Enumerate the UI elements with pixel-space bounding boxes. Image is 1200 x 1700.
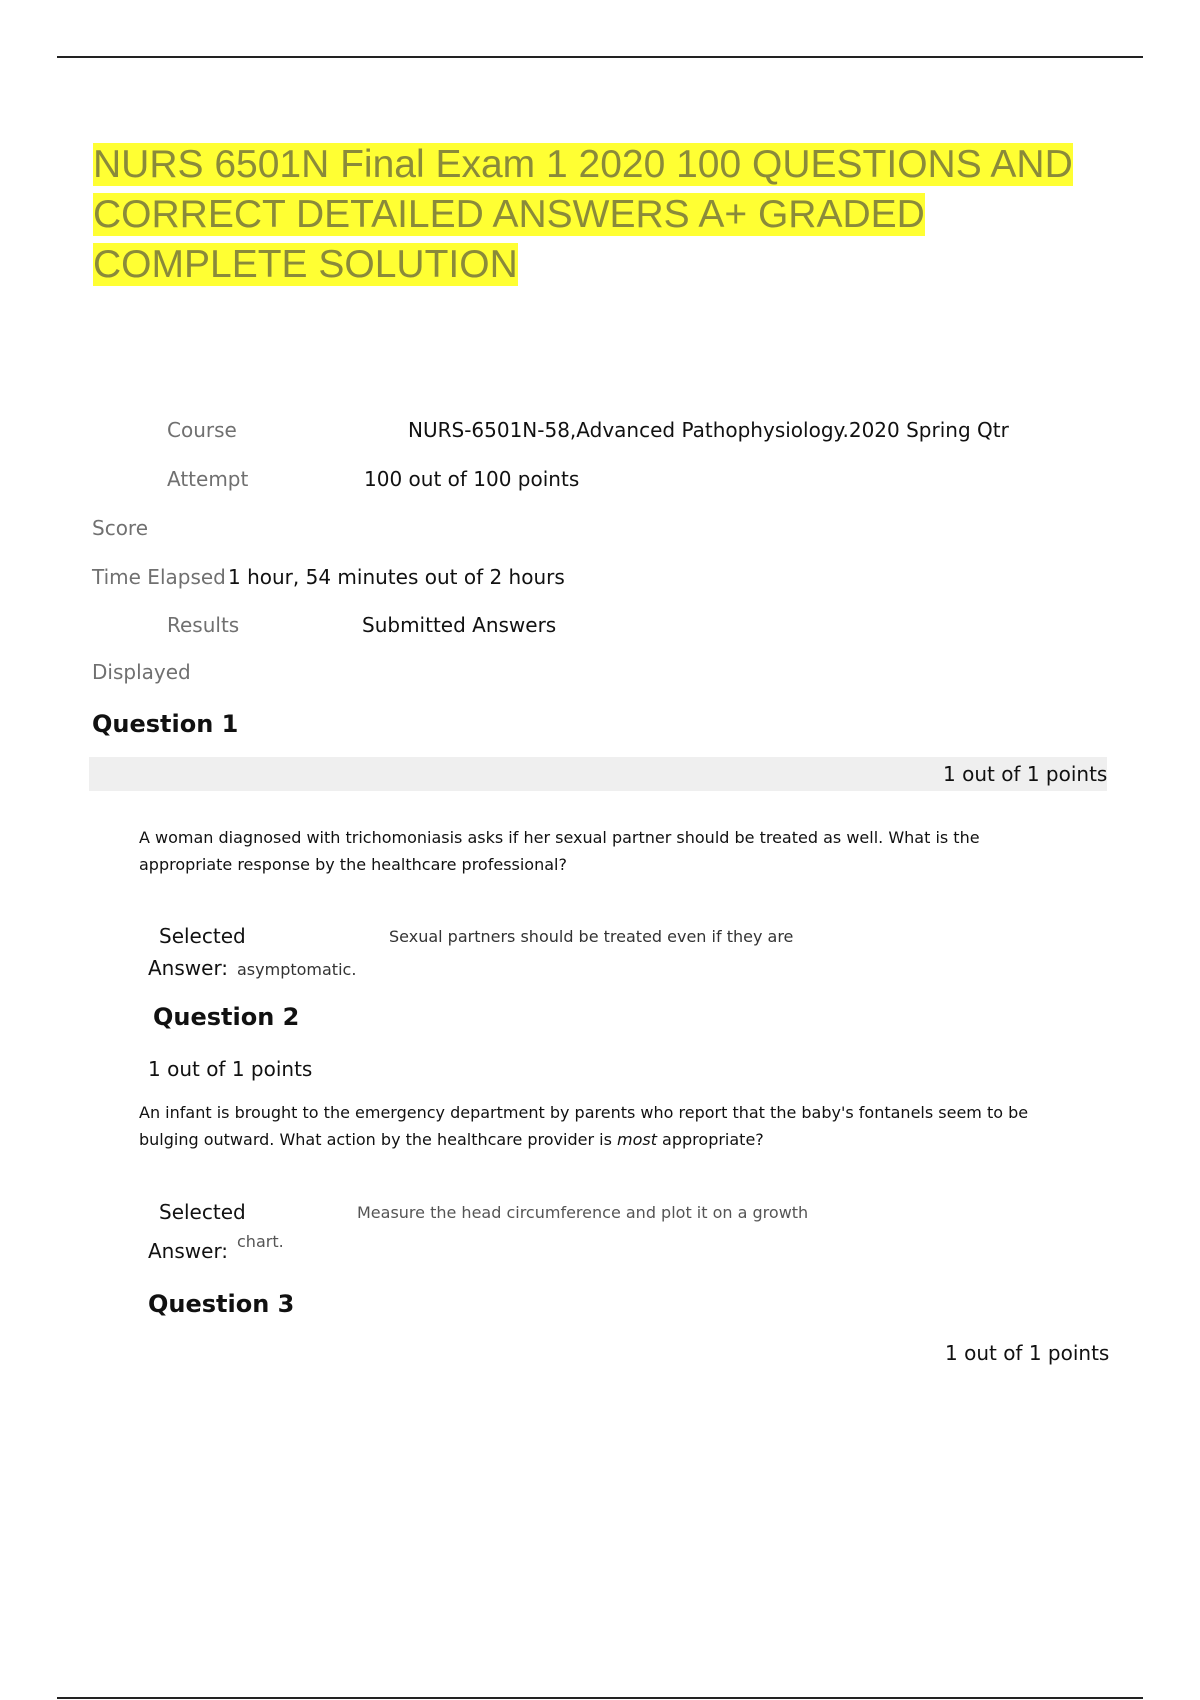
question-1-text: A woman diagnosed with trichomoniasis asks if her sexual partner should be treated as well. What is the appropriate response by the healthcare professional? bbox=[139, 828, 980, 874]
attempt-value: 100 out of 100 points bbox=[364, 467, 580, 491]
question-1-answer-label: Answer: bbox=[148, 956, 229, 980]
document-title: NURS 6501N Final Exam 1 2020 100 QUESTIONS AND CORRECT DETAILED ANSWERS A+ GRADED COMPLETE SOLUTION bbox=[93, 143, 1073, 286]
question-1-heading: Question 1 bbox=[92, 710, 239, 738]
question-2-answer-label: Answer: bbox=[148, 1239, 229, 1263]
question-1-answer-line2: asymptomatic. bbox=[237, 960, 357, 979]
question-2-text: An infant is brought to the emergency department by parents who report that the baby's fontanels seem to be bulging outward. What action by the healthcare provider is most appropriate? bbox=[139, 1103, 1029, 1149]
question-1-points: 1 out of 1 points bbox=[943, 762, 1108, 786]
question-3-points: 1 out of 1 points bbox=[945, 1341, 1110, 1365]
time-elapsed-label: Time Elapsed bbox=[92, 565, 226, 589]
bottom-rule bbox=[57, 1697, 1143, 1699]
question-1-selected-label: Selected bbox=[159, 924, 246, 948]
results-value: Submitted Answers bbox=[362, 613, 557, 637]
score-label: Score bbox=[92, 516, 149, 540]
attempt-label: Attempt bbox=[167, 467, 249, 491]
question-2-answer-line2: chart. bbox=[237, 1232, 284, 1251]
question-2-answer-line1: Measure the head circumference and plot it on a growth bbox=[357, 1203, 809, 1222]
time-elapsed-value: 1 hour, 54 minutes out of 2 hours bbox=[228, 565, 565, 589]
results-label: Results bbox=[167, 613, 240, 637]
question-2-selected-label: Selected bbox=[159, 1200, 246, 1224]
course-label: Course bbox=[167, 418, 237, 442]
top-rule bbox=[57, 56, 1143, 58]
question-2-heading: Question 2 bbox=[153, 1003, 300, 1031]
question-1-answer-line1: Sexual partners should be treated even if they are bbox=[389, 927, 794, 946]
question-3-heading: Question 3 bbox=[148, 1290, 295, 1318]
course-value: NURS-6501N-58,Advanced Pathophysiology.2020 Spring Qtr bbox=[408, 418, 1009, 442]
displayed-label: Displayed bbox=[92, 660, 191, 684]
question-2-points: 1 out of 1 points bbox=[148, 1057, 313, 1081]
